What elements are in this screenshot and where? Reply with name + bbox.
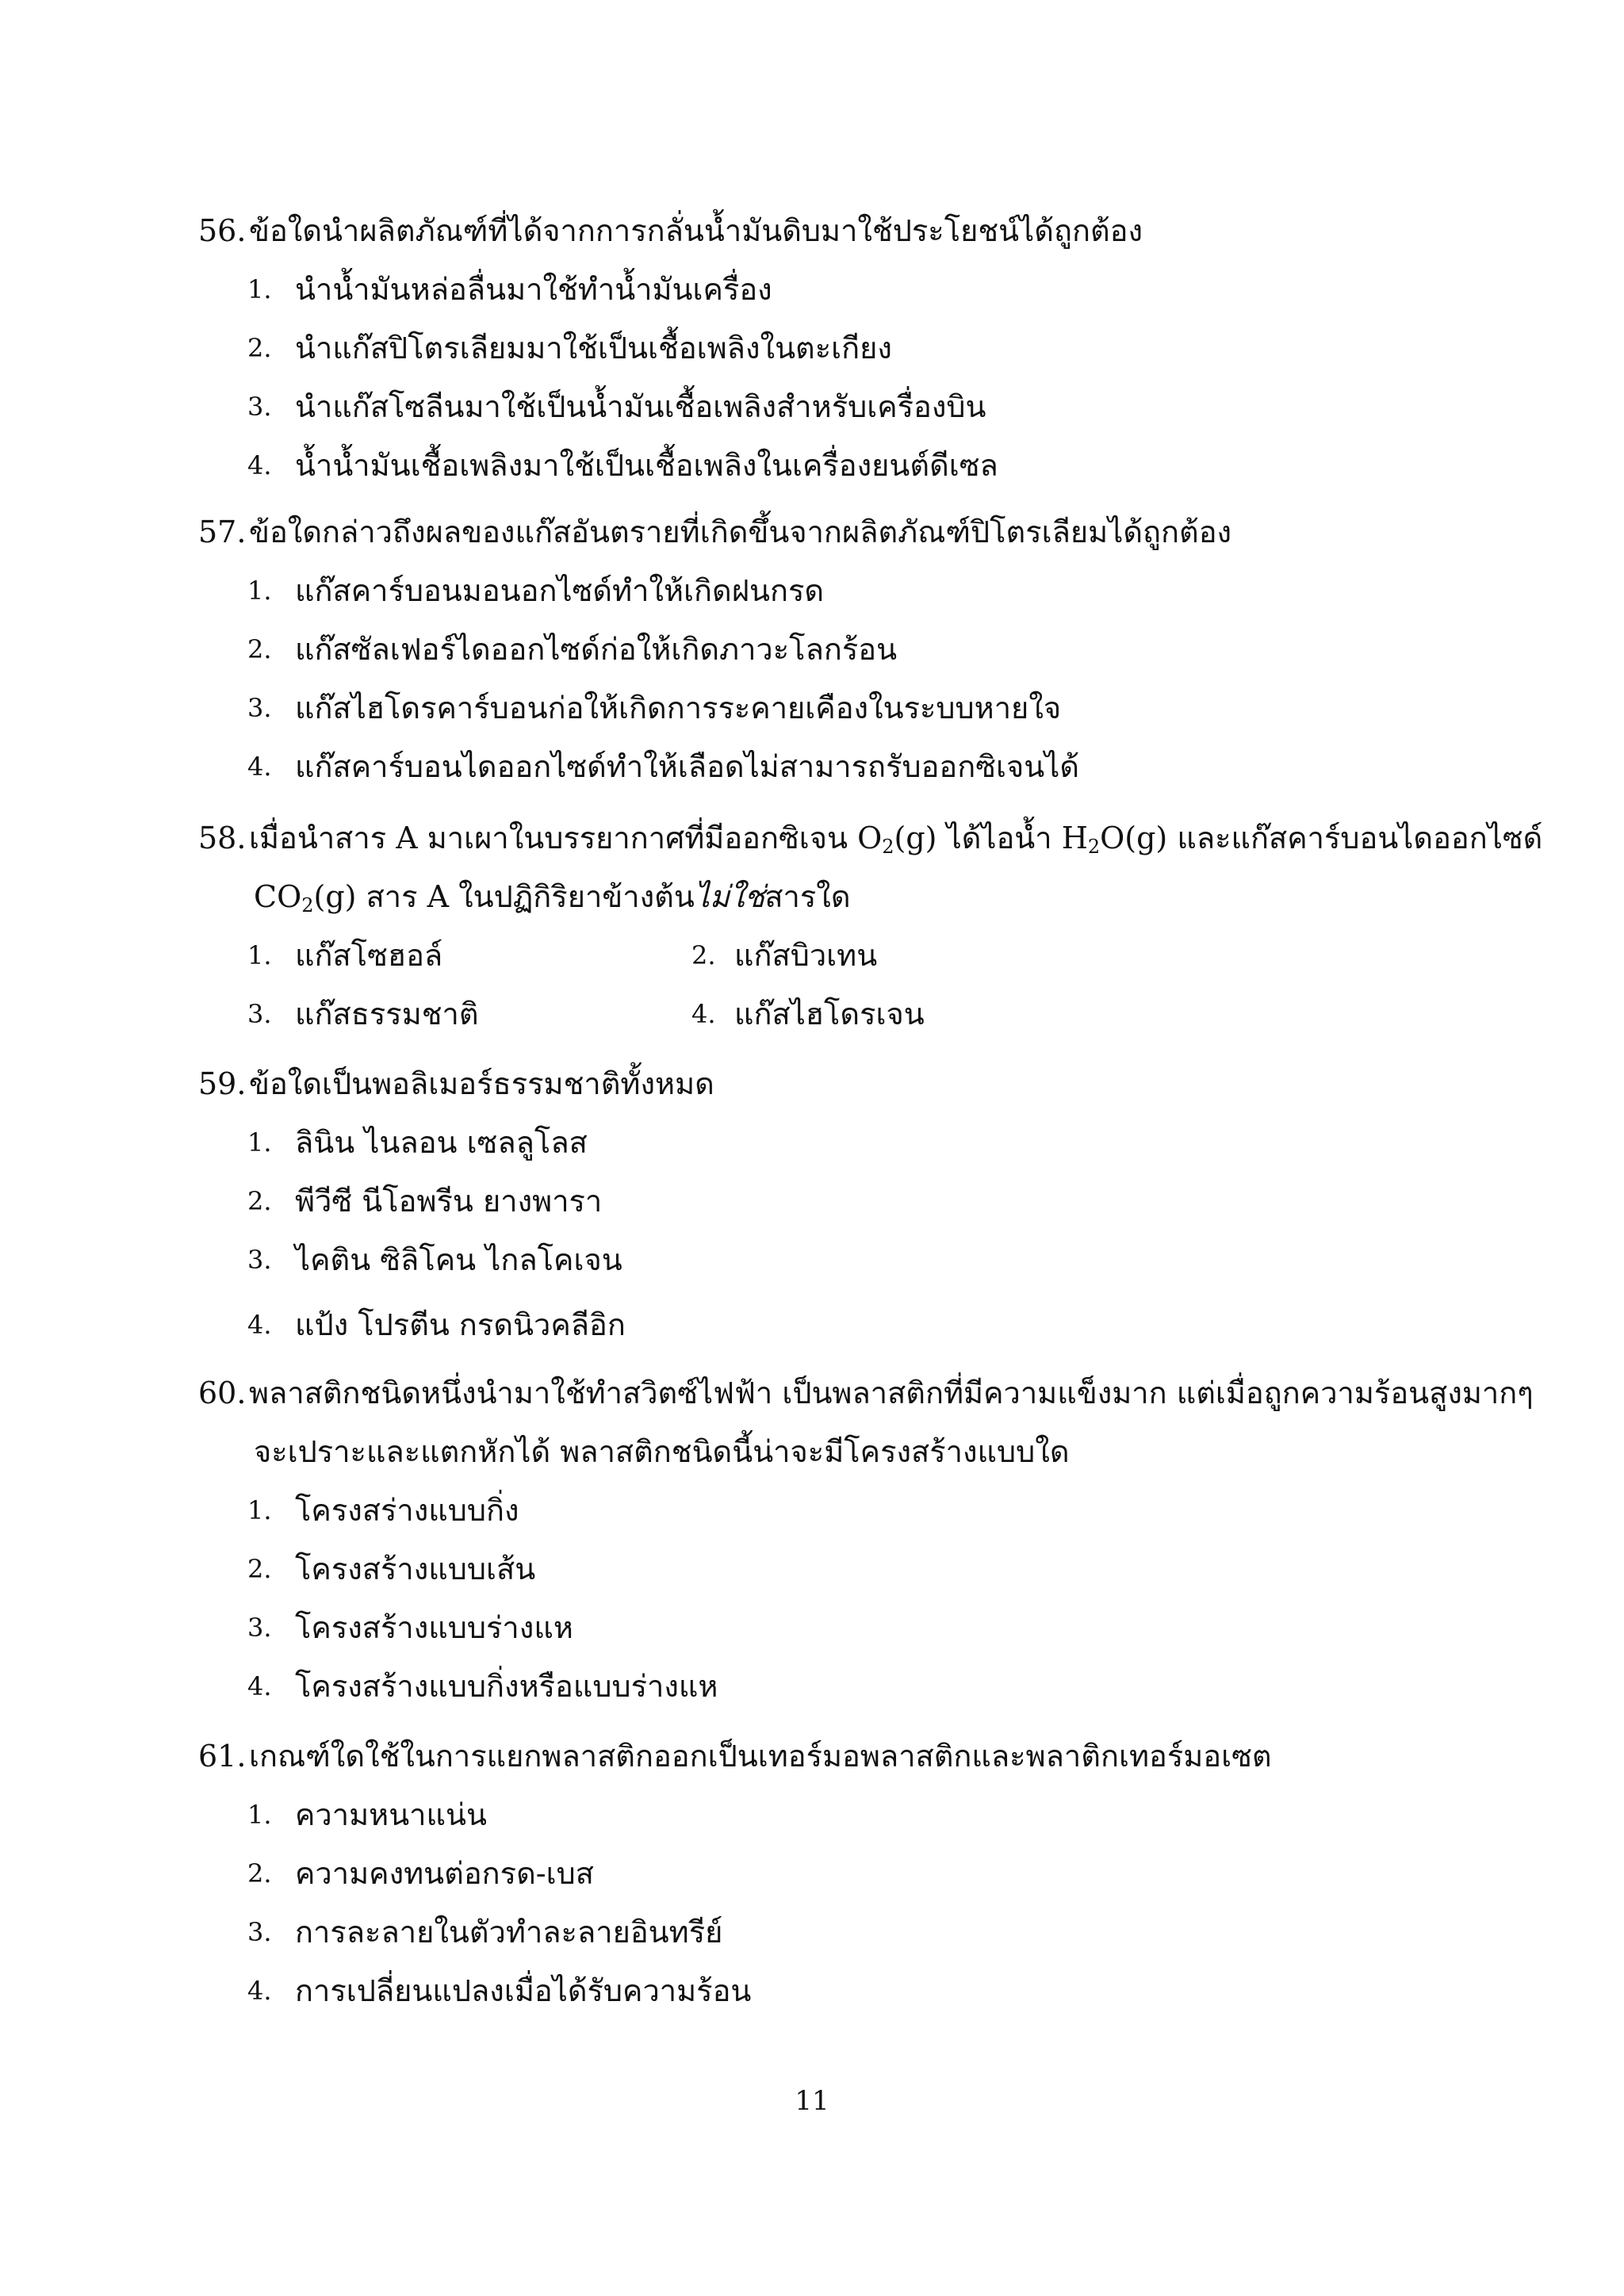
choice-4	[198, 737, 1435, 796]
question-text: เมื่อนำสาร A มาเผาในบรรยากาศที่มีออกซิเจน $O_2(g)$ ได้ไอน้ำ $H_2O(g)$ และแก๊สคาร์บอนไดออกไซด์	[249, 821, 1543, 858]
choice-text: การละลายในตัวทำละลายอินทรีย์	[295, 1915, 723, 1950]
choice-number: 2.	[247, 1554, 272, 1584]
emphasis-not: ไม่ใช่	[694, 879, 765, 914]
choice-text: นำแก๊สโซลีนมาใช้เป็นน้ำมันเชื้อเพลิงสำหรับเครื่องบิน	[295, 389, 986, 424]
question-text: ข้อใดเป็นพอลิเมอร์ธรรมชาติทั้งหมด	[249, 1066, 714, 1101]
choice-number: 3.	[247, 1245, 272, 1275]
choice-text: ไคติน ซิลิโคน ไกลโคเจน	[295, 1242, 622, 1277]
question-56	[198, 201, 1435, 495]
choice-3	[198, 1903, 1435, 1961]
choice-2	[198, 319, 1435, 377]
choice-text: แก๊สธรรมชาติ	[295, 997, 479, 1031]
question-text: พลาสติกชนิดหนึ่งนำมาใช้ทำสวิตซ์ไฟฟ้า เป็นพลาสติกที่มีความแข็งมาก แต่เมื่อถูกความร้อนสูงมากๆ	[249, 1376, 1534, 1410]
question-text: ข้อใดกล่าวถึงผลของแก๊สอันตรายที่เกิดขึ้นจากผลิตภัณฑ์ปิโตรเลียมได้ถูกต้อง	[249, 515, 1232, 549]
choice-3	[198, 679, 1435, 737]
choice-number: 1.	[247, 576, 272, 606]
choice-2	[198, 620, 1435, 679]
choice-number: 3.	[247, 999, 272, 1029]
choice-4	[198, 1657, 1435, 1716]
choice-1	[198, 561, 1435, 620]
choice-text: ความหนาแน่น	[295, 1797, 487, 1832]
choice-row-2	[198, 985, 1435, 1043]
choice-number: 2.	[247, 634, 272, 664]
question-number: 57.	[198, 515, 247, 549]
question-number: 61.	[198, 1739, 247, 1774]
choice-number: 3.	[247, 693, 272, 723]
choice-number: 2.	[247, 333, 272, 363]
choice-number: 1.	[247, 1495, 272, 1525]
question-text: เกณฑ์ใดใช้ในการแยกพลาสติกออกเป็นเทอร์มอพลาสติกและพลาติกเทอร์มอเซต	[249, 1739, 1272, 1774]
question-number: 59.	[198, 1066, 247, 1101]
choice-1	[198, 1481, 1435, 1540]
question-number: 58.	[198, 821, 247, 855]
choice-number: 1.	[247, 1800, 272, 1830]
choice-text: การเปลี่ยนแปลงเมื่อได้รับความร้อน	[295, 1973, 752, 2008]
choice-text: น้ำน้ำมันเชื้อเพลิงมาใช้เป็นเชื้อเพลิงในเครื่องยนต์ดีเซล	[295, 448, 998, 483]
choice-3	[198, 377, 1435, 436]
choice-text: แก๊สบิวเทน	[734, 938, 878, 973]
choice-4	[198, 1961, 1435, 2020]
choice-4	[198, 436, 1435, 495]
choice-number: 1.	[247, 1127, 272, 1158]
choice-text: โครงสร่างแบบกิ่ง	[295, 1493, 519, 1528]
choice-2	[198, 1844, 1435, 1903]
choice-4	[198, 1295, 1435, 1354]
question-text: ข้อใดนำผลิตภัณฑ์ที่ได้จากการกลั่นน้ำมันดิบมาใช้ประโยชน์ได้ถูกต้อง	[249, 213, 1143, 248]
choice-number: 3.	[247, 392, 272, 422]
choice-text: แก๊สคาร์บอนไดออกไซด์ทำให้เลือดไม่สามารถรับออกซิเจนได้	[295, 749, 1080, 784]
choice-1	[198, 1113, 1435, 1172]
choice-3	[198, 1598, 1435, 1657]
choice-text: แก๊สไฮโดรเจน	[734, 997, 925, 1031]
question-stem	[198, 503, 1435, 561]
question-number: 56.	[198, 213, 247, 248]
choice-text: แก๊สคาร์บอนมอนอกไซด์ทำให้เกิดฝนกรด	[295, 573, 825, 608]
choice-text: นำแก๊สปิโตรเลียมมาใช้เป็นเชื้อเพลิงในตะเกียง	[295, 331, 892, 365]
question-stem	[198, 201, 1435, 260]
choice-text: โครงสร้างแบบร่างแห	[295, 1610, 573, 1645]
choice-row-1	[198, 926, 1435, 985]
choice-text: พีวีซี นีโอพรีน ยางพารา	[295, 1184, 603, 1219]
choice-text: แก๊สไฮโดรคาร์บอนก่อให้เกิดการระคายเคืองในระบบหายใจ	[295, 691, 1062, 725]
choice-number: 4.	[247, 1671, 272, 1701]
choice-text: นำน้ำมันหล่อลื่นมาใช้ทำน้ำมันเครื่อง	[295, 272, 772, 307]
choice-number: 2.	[247, 1186, 272, 1216]
question-58	[198, 809, 1543, 1043]
choice-number: 4.	[691, 999, 716, 1029]
question-text-continued: จะเปราะและแตกหักได้ พลาสติกชนิดนี้น่าจะมีโครงสร้างแบบใด	[254, 1434, 1070, 1469]
question-60	[198, 1364, 1534, 1716]
choice-text: โครงสร้างแบบเส้น	[295, 1552, 536, 1586]
choice-number: 2.	[691, 940, 716, 970]
choice-number: 4.	[247, 450, 272, 480]
choice-text: แก๊สโซฮอล์	[295, 938, 443, 973]
choice-text: ความคงทนต่อกรด-เบส	[295, 1856, 594, 1891]
choice-3	[198, 1230, 1435, 1289]
question-59	[198, 1054, 1435, 1354]
question-stem	[198, 1727, 1435, 1785]
question-text-continued: $CO_2(g)$ สาร A ในปฏิกิริยาข้างต้นไม่ใช่สารใด	[254, 879, 851, 916]
choice-text: แป้ง โปรตีน กรดนิวคลีอิก	[295, 1307, 626, 1342]
choice-number: 3.	[247, 1917, 272, 1947]
choice-1	[198, 1785, 1435, 1844]
choice-number: 1.	[247, 274, 272, 304]
question-stem	[198, 809, 1543, 867]
choice-number: 4.	[247, 1310, 272, 1340]
page-number: 11	[795, 2085, 829, 2117]
question-61	[198, 1727, 1435, 2020]
choice-number: 2.	[247, 1858, 272, 1888]
choice-text: แก๊สซัลเฟอร์ไดออกไซด์ก่อให้เกิดภาวะโลกร้อน	[295, 632, 898, 667]
choice-2	[198, 1540, 1435, 1598]
question-stem	[198, 1364, 1534, 1422]
choice-text: ลินิน ไนลอน เซลลูโลส	[295, 1125, 588, 1160]
question-stem	[198, 1054, 1435, 1113]
choice-1	[198, 260, 1435, 319]
choice-number: 4.	[247, 752, 272, 782]
choice-number: 1.	[247, 940, 272, 970]
choice-number: 3.	[247, 1613, 272, 1643]
question-57	[198, 503, 1435, 796]
choice-text: โครงสร้างแบบกิ่งหรือแบบร่างแห	[295, 1669, 718, 1704]
question-number: 60.	[198, 1376, 247, 1410]
choice-number: 4.	[247, 1976, 272, 2006]
choice-2	[198, 1172, 1435, 1230]
